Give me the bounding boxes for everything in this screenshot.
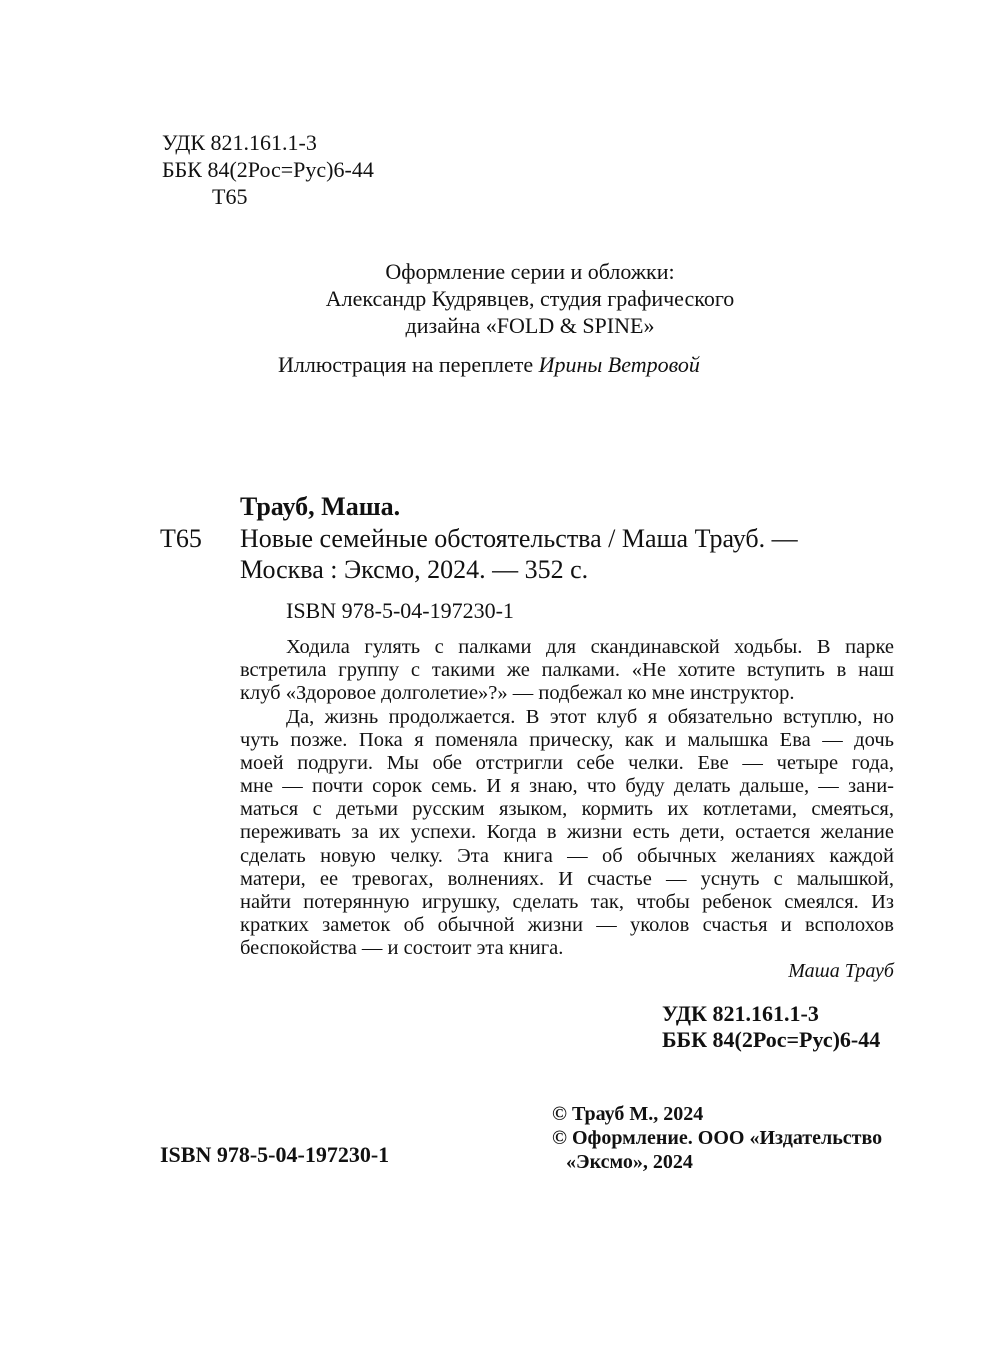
design-credit-line2: Александр Кудрявцев, студия графического [325,286,735,311]
annotation-line: Да, жизнь продолжается. В этот клуб я обязательно вступлю, но [286,706,894,728]
bbk-bottom: ББК 84(2Рос=Рус)6-44 [662,1027,881,1052]
bib-imprint-line: Москва : Эксмо, 2024. — 352 с. [240,555,589,584]
copyright-author: © Трауб М., 2024 [552,1103,704,1125]
bib-title-line: Новые семейные обстоятельства / Маша Трауб. — [240,524,798,553]
annotation-line: найти потерянную игрушку, сделать так, чтобы ребенок смеялся. Из [240,891,894,913]
annotation-line: моей подруги. Мы обе отстригли себе челки. Еве — четыре года, [240,752,894,774]
bib-author: Трауб, Маша. [240,492,401,521]
bib-author-mark: Т65 [160,524,202,553]
udk-top: УДК 821.161.1-3 [162,130,317,155]
design-credit-line3: дизайна «FOLD & SPINE» [405,313,655,338]
annotation-line: беспокойства — и состоит эта книга. [240,937,564,959]
illustration-prefix: Иллюстрация на переплете [278,352,534,377]
author-mark-top: Т65 [212,184,248,209]
annotation-line: Ходила гулять с палками для скандинавской ходьбы. В парке [286,636,894,658]
annotation-line: чуть позже. Пока я поменяла прическу, как и малышка Ева — дочь [240,729,894,751]
bbk-top: ББК 84(2Рос=Рус)6-44 [162,157,374,182]
annotation-line: клуб «Здоровое долголетие»?» — подбежал ко мне инструктор. [240,682,795,704]
design-credit-line1: Оформление серии и обложки: [385,259,675,284]
isbn-bottom: ISBN 978-5-04-197230-1 [160,1142,390,1167]
copyright-design-line1: © Оформление. ООО «Издательство [552,1127,883,1149]
copyright-design-line2: «Эксмо», 2024 [566,1151,693,1173]
annotation-line: матери, ее тревогах, волнениях. И счастье — уснуть с малышкой, [240,868,894,890]
udk-bottom: УДК 821.161.1-3 [662,1001,819,1026]
bib-isbn: ISBN 978-5-04-197230-1 [286,598,514,623]
annotation-line: встретила группу с такими же палками. «Не хотите вступить в наш [240,659,894,681]
annotation-signature: Маша Трауб [788,960,894,982]
illustrator-name: Ирины Ветровой [538,352,700,377]
annotation-line: мне — почти сорок семь. И я знаю, что буду делать дальше, — зани- [240,775,894,797]
annotation-line: маться с детьми русским языком, кормить их котлетами, смеяться, [240,798,894,820]
annotation-line: сделать новую челку. Эта книга — об обычных желаниях каждой [240,845,894,867]
illustration-credit [278,352,700,378]
annotation-line: переживать за их успехи. Когда в жизни есть дети, остается желание [240,821,894,843]
annotation-line: кратких заметок об обычной жизни — уколов счастья и всполохов [240,914,894,936]
